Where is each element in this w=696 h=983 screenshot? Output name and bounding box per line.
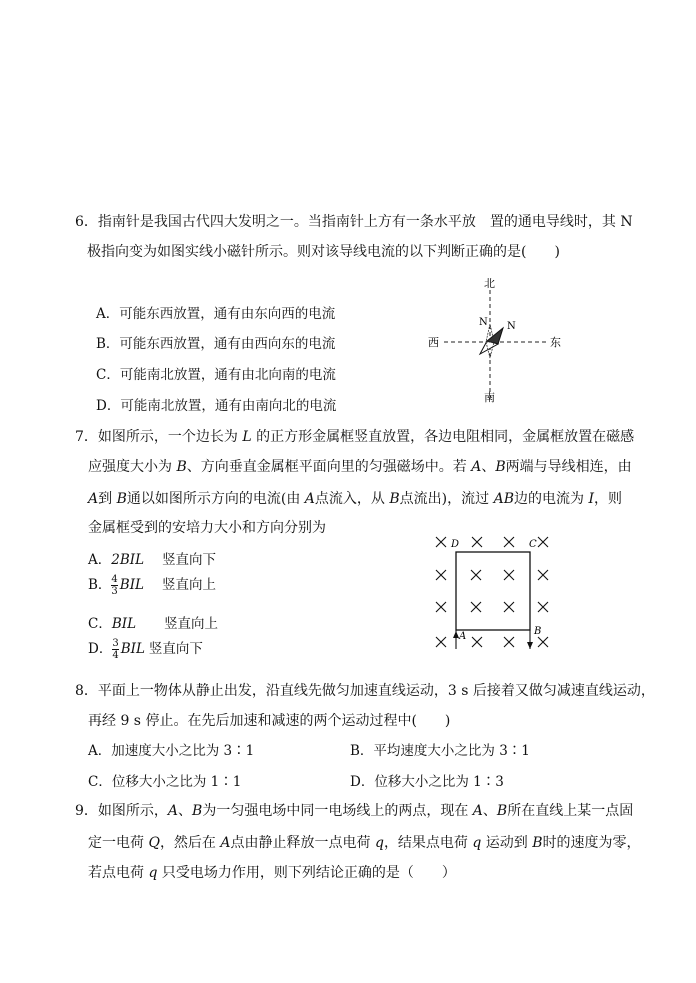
q7-var-ab: AB [493,491,514,507]
q7-text: 、 [481,459,496,475]
q9-text: 定一电荷 [88,835,149,851]
arrow-b-down [527,642,533,649]
option-expr: 2BIL [111,552,145,568]
q7-line2 [88,457,632,477]
q6-line2: 极指向变为如图实线小磁针所示。则对该导线电流的以下判断正确的是( ) [87,244,560,260]
q7-text: 边的电流为 [514,491,589,507]
q7-text: 应强度大小为 [88,459,177,475]
label-west: 西 [428,336,439,349]
q6-option-a: A．可能东西放置，通有由东向西的电流 [96,306,336,322]
label-n-dashed: N [479,317,488,328]
q9-text: 9．如图所示， [75,803,168,819]
q7-text: 两端与导线相连，由 [505,459,632,475]
fraction-denominator: 4 [112,650,119,661]
q8-option-c: C．位移大小之比为 1∶1 [88,774,242,790]
fraction-numerator: 4 [111,574,118,585]
option-label: D． [88,641,113,657]
q7-var-i: I [588,491,594,507]
q9-var-q: Q [148,835,160,851]
q9-text: ，结果点电荷 [383,835,473,851]
option-expr: BIL [111,616,137,632]
q7-text: 、方向垂直金属框平面向里的匀强磁场中。若 [186,459,472,475]
q7-option-d [88,638,203,661]
q9-var-b: B [192,803,203,819]
q8-option-a: A．加速度大小之比为 3∶1 [88,743,255,759]
q7-option-c [88,614,218,634]
label-east: 东 [550,336,561,349]
label-d: D [451,539,460,550]
solid-needle-south-half [480,341,498,354]
q7-text: 的正方形金属框竖直放置，各边电阻相同，金属框放置在磁感 [251,429,635,445]
q7-var-a: A [471,459,482,475]
q9-var-q: q [472,835,482,851]
q7-var-b: B [116,491,127,507]
q6-line1: 6．指南针是我国古代四大发明之一。当指南针上方有一条水平放 置的通电导线时，其 N [75,214,633,230]
option-label: B． [88,577,112,593]
q7-var-b: B [389,491,400,507]
q9-text: ，然后在 [159,835,221,851]
q7-var-b: B [495,459,506,475]
q7-text: 通以如图所示方向的电流(由 [126,491,305,507]
q7-text: 点流入，从 [314,491,390,507]
compass-figure [420,272,570,407]
option-label: A． [88,552,112,568]
label-south: 南 [484,391,495,404]
q7-line1 [75,427,634,447]
q9-line2 [88,833,641,853]
label-b: B [534,626,542,637]
fraction [112,638,118,661]
option-direction: 竖直向上 [164,616,219,632]
q8-line1: 8．平面上一物体从静止出发，沿直线先做匀加速直线运动，3 s 后接着又做匀减速直线运动， [75,683,655,699]
q9-text: 点由静止释放一点电荷 [230,835,375,851]
label-c: C [529,539,537,550]
q7-line3 [88,489,622,509]
q9-text: 时的速度为零， [542,835,641,851]
q7-var-a: A [88,491,99,507]
fraction-numerator: 3 [112,638,119,649]
q9-text: 运动到 [481,835,533,851]
q7-var-b: B [176,459,187,475]
q8-line2: 再经 9 s 停止。在先后加速和减速的两个运动过程中( ) [88,713,451,729]
metal-frame [456,552,530,630]
option-direction: 竖直向上 [162,577,217,593]
q7-option-a [88,550,216,570]
q9-line3 [88,863,456,883]
q7-text: 点流出)，流过 [399,491,494,507]
option-label: C． [88,616,112,632]
q8-option-d: D．位移大小之比为 1∶3 [350,774,504,790]
label-a: A [459,631,467,642]
option-expr: BIL [119,577,145,593]
q9-var-q: q [148,865,158,881]
fraction-denominator: 3 [111,586,118,597]
q9-text: 只受电场力作用，则下列结论正确的是（ ） [157,865,456,881]
q9-var-a: A [167,803,179,819]
q9-var-a: A [220,835,231,851]
q9-var-b: B [496,803,508,819]
q9-var-q: q [374,835,384,851]
q9-var-b: B [532,835,543,851]
q9-text: 所在直线上某一点固 [507,803,634,819]
q7-text: ，则 [593,491,622,507]
q6-option-b: B．可能东西放置，通有由西向东的电流 [96,336,336,352]
q9-line1 [75,801,633,821]
fraction [111,574,117,597]
option-expr: BIL [120,641,145,657]
q9-text: 、 [178,803,193,819]
q7-option-b [88,574,216,597]
q9-text: 若点电荷 [88,865,149,881]
q6-option-c: C．可能南北放置，通有由北向南的电流 [96,367,336,383]
option-direction: 竖直向下 [148,641,203,657]
q7-var-l: L [242,429,252,445]
q7-text: 到 [98,491,117,507]
q7-var-a: A [304,491,315,507]
q9-text: 、 [482,803,497,819]
q9-text: 为一匀强电场中同一电场线上的两点，现在 [202,803,473,819]
q8-option-b: B．平均速度大小之比为 3∶1 [350,743,530,759]
q7-text: 7．如图所示，一个边长为 [75,429,243,445]
q9-var-a: A [472,803,483,819]
label-north: 北 [484,277,495,290]
q6-option-d: D．可能南北放置，通有由南向北的电流 [96,398,337,414]
label-n-solid: N [507,321,516,332]
q7-line4: 金属框受到的安培力大小和方向分别为 [88,520,326,536]
option-direction: 竖直向下 [162,552,217,568]
magnetic-field-figure [430,532,555,657]
